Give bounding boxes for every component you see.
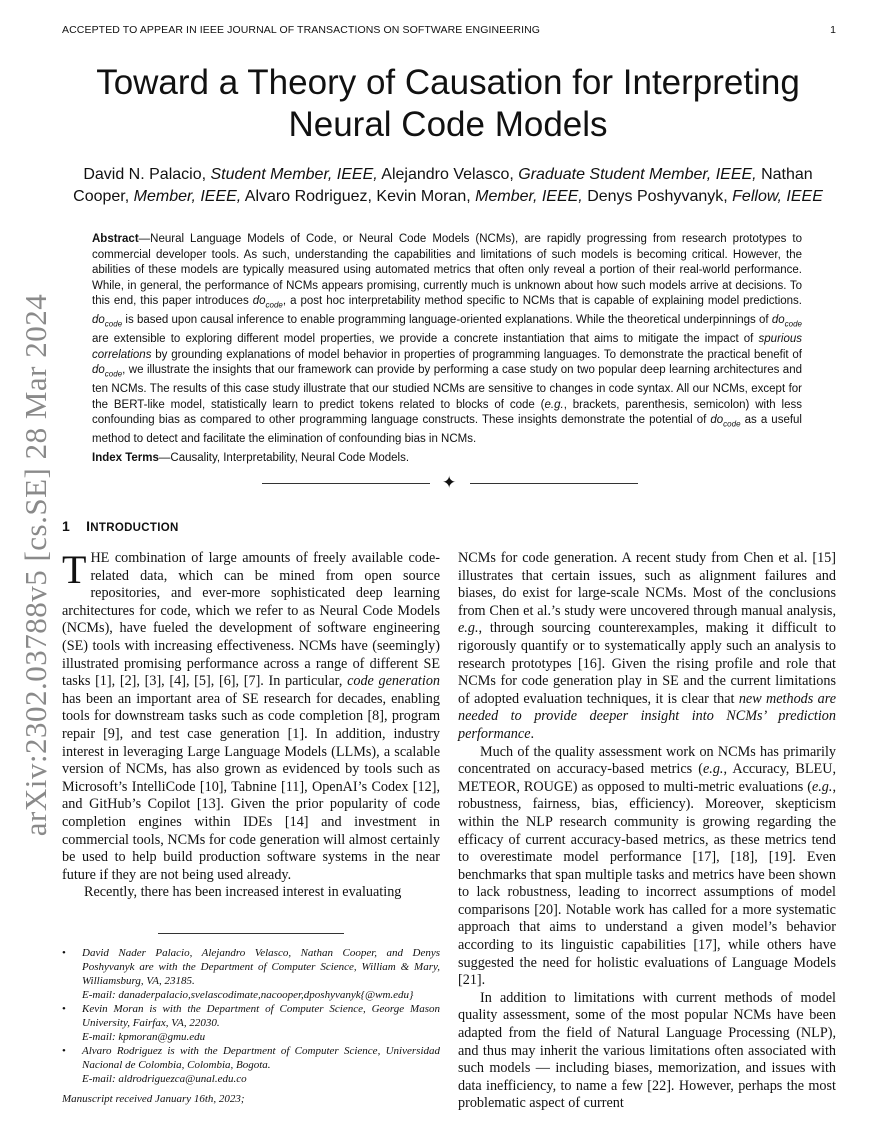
paragraph: In addition to limitations with current methods of model quality assessment, some of the most popular NCMs have been adapted from the field of Natural Language Processing (NLP), and thus may inherit the various limitations often associated with such models — including biases, memorization, and issues with data inefficiency, to name a few [22]. However, perhaps the most problematic aspect of current — [458, 989, 836, 1112]
footnote-rule — [158, 933, 344, 934]
section-divider — [262, 474, 638, 492]
author-role: Student Member, IEEE, — [210, 166, 378, 183]
footnote: • Kevin Moran is with the Department of Computer Science, George Mason University, Fairfax, VA, 22030. E-mail: kpmoran@gmu.edu — [62, 1003, 440, 1043]
left-column — [62, 547, 441, 902]
author-role: Member, IEEE, — [475, 188, 583, 205]
divider-line — [470, 483, 638, 484]
author-role: Graduate Student Member, IEEE, — [518, 166, 757, 183]
author-role: Fellow, IEEE — [732, 188, 823, 205]
footnote-email: E-mail: kpmoran@gmu.edu — [82, 1031, 206, 1043]
paragraph: Recently, there has been increased interest in evaluating — [84, 884, 402, 901]
paper-title: Toward a Theory of Causation for Interpreting Neural Code Models — [96, 63, 800, 144]
footnote-email: E-mail: aldrodriguezca@unal.edu.co — [82, 1073, 247, 1085]
diamond-icon: ✦ — [442, 473, 457, 492]
footnote: • Alvaro Rodriguez is with the Department of Computer Science, Universidad Nacional de Colombia, Colombia, Bogota. E-mail: aldrodriguezca@unal.edu.co — [62, 1045, 440, 1085]
footnote-email: E-mail: danaderpalacio,svelascodimate,nacooper,dposhyvanyk{@wm.edu} — [82, 989, 414, 1001]
arxiv-identifier[interactable]: arXiv:2302.03788v5 [cs.SE] 28 Mar 2024 — [18, 293, 53, 837]
footnote: • David Nader Palacio, Alejandro Velasco, Nathan Cooper, and Denys Poshyvanyk are with the Department of Computer Science, William & Mary, Williamsburg, VA, 23185. E-mail: danaderpalacio,svelascodimate,nacooper,dposhyvanyk{@wm.edu} — [62, 947, 440, 1001]
author-name: Nathan Cooper, — [73, 166, 813, 205]
author-role: Member, IEEE, — [133, 188, 242, 205]
abstract: Abstract—Neural Language Models of Code, or Neural Code Models (NCMs), are rapidly progressing from research prototypes to commercial developer tools. As such, understanding the capabilities and limitations of such models is becoming critical. However, the abilities of these models are typically measured using automated metrics that often only reveal a portion of their real-world performance. While, in general, the performance of NCMs appears promising, currently much is unknown about how such models arrive at decisions. To this end, this paper introduces $do_{code}$, a post hoc interpretability method specific to NCMs that is capable of explaining model predictions. $do_{code}$ is based upon causal inference to enable programming language-oriented explanations. While the theoretical underpinnings of $do_{code}$ are extensible to exploring different model properties, we provide a concrete instantiation that aims to mitigate the impact of spurious correlations by grounding explanations of model behavior in properties of programming languages. To demonstrate the practical benefit of $do_{code}$, we illustrate the insights that our framework can provide by performing a case study on two popular deep learning architectures and ten NCMs. The results of this case study illustrate that our studied NCMs are sensitive to changes in code syntax. All our NCMs, except for the BERT-like model, statistically learn to predict tokens related to blocks of code (e.g., brackets, parenthesis, semicolon) with less confounding bias as compared to other programming language constructs. These insights demonstrate the potential of $do_{code}$ as a useful method to detect and facilitate the elimination of confounding bias in NCMs. — [92, 233, 803, 446]
author-name: Kevin Moran, — [376, 188, 471, 205]
bullet-icon: • — [62, 947, 66, 959]
paragraph: THE combination of large amounts of freely available code-related data, which can be mined from open source repositories, and ever-more sophisticated deep learning architectures for code, which we refer to as Neural Code Models (NCMs), have fueled the development of software engineering (SE) tools with increasing effectiveness. NCMs have (seemingly) illustrated promising performance across a range of different SE tasks [1], [2], [3], [4], [5], [6], [7]. In particular, code generation has been an important area of SE research for decades, enabling tools for downstream tasks such as code completion [8], program repair [9], and test case generation [1]. In addition, industry interest in leveraging Large Language Models (LLMs), a scalable version of NCMs, has also grown as evidenced by tools such as Microsoft’s IntelliCode [10], Tabnine [11], OpenAI’s Codex [12], and GitHub’s Copilot [13]. Given the prior popularity of code completion engines within IDEs [14] and investment in commercial tools, NCMs for code generation will almost certainly be used to help build production software systems in the near future if they are not being used already. — [62, 547, 441, 883]
section-heading: 1 INTRODUCTION — [62, 518, 179, 534]
bullet-icon: • — [62, 1003, 66, 1015]
paragraph: NCMs for code generation. A recent study from Chen et al. [15] illustrates that certain issues, such as alignment failures and biases, do exist for large-scale NCMs. Most of the conclusions from Chen et al.’s study were uncovered through manual analysis, e.g., through sourcing counterexamples, making it difficult to rigorously quantify or to systematically apply such an analysis to research prototypes [16]. Given the rising profile and role that NCMs for code generation play in SE and the current limitations of adopted evaluation techniques, it is clear that new methods are needed to provide deeper insight into NCMs’ prediction performance. — [458, 550, 837, 742]
divider-line — [262, 483, 430, 484]
abstract-label: Abstract — [92, 233, 139, 245]
page-number: 1 — [830, 24, 836, 36]
author-list — [58, 164, 838, 208]
index-terms: Index Terms—Causality, Interpretability, Neural Code Models. — [92, 452, 410, 464]
author-name: Alejandro Velasco, — [381, 166, 514, 183]
paragraph: Much of the quality assessment work on NCMs has primarily concentrated on accuracy-based metrics (e.g., Accuracy, BLEU, METEOR, ROUGE) as opposed to multi-metric evaluations (e.g., robustness, fairness, bias, efficiency). Moreover, skepticism within the NLP research community is growing regarding the efficacy of current accuracy-based metrics, as these metrics tend to overestimate model performance [17], [18], [19]. Even benchmarks that span multiple tasks and metrics have been shown to lack robustness, leading to incorrect assumptions of model comparisons [20]. Notable work has called for a more systematic approach that aims to understand a given model’s behavior according to its linguistic capabilities [17], while others have suggested the need for holistic evaluations of Language Models [21]. — [458, 743, 836, 989]
footnotes — [62, 946, 440, 1106]
running-header: ACCEPTED TO APPEAR IN IEEE JOURNAL OF TRANSACTIONS ON SOFTWARE ENGINEERING — [62, 24, 541, 36]
docode-term: $do_{code}$ — [92, 314, 123, 329]
arxiv-stamp — [0, 0, 53, 837]
manuscript-note: Manuscript received January 16th, 2023; — [62, 1093, 245, 1105]
drop-cap: T — [62, 547, 87, 592]
section-number: 1 — [62, 518, 71, 534]
docode-term: $do_{code}$ — [771, 314, 802, 329]
docode-term: $do_{code}$ — [710, 414, 741, 429]
author-name: Alvaro Rodriguez, — [244, 188, 372, 205]
author-name: David N. Palacio, — [83, 166, 207, 183]
right-column — [458, 550, 836, 1113]
author-name: Denys Poshyvanyk, — [587, 188, 728, 205]
bullet-icon: • — [62, 1045, 66, 1057]
index-terms-label: Index Terms — [92, 452, 159, 464]
docode-term: $do_{code}$ — [252, 295, 283, 310]
emphasis: spurious correlations — [92, 333, 802, 361]
docode-term: $do_{code}$ — [92, 364, 123, 379]
